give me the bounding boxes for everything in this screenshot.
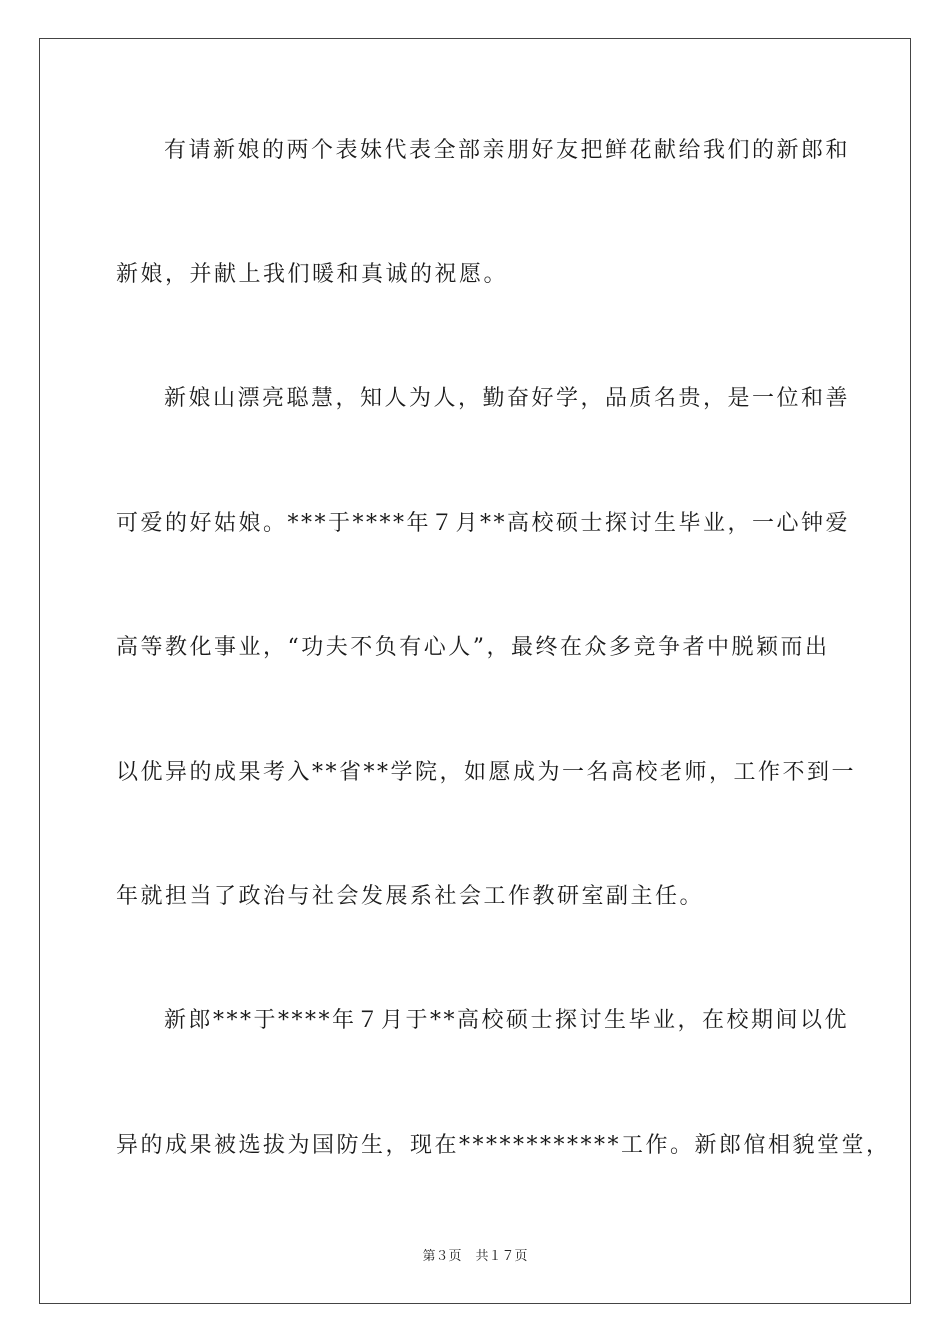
page-border (39, 38, 911, 1304)
paragraph-line: 高等教化事业，“功夫不负有心人”，最终在众多竞争者中脱颖而出 (116, 635, 830, 660)
page-number: 第３页 (422, 1249, 462, 1264)
paragraph-line: 以优异的成果考入**省**学院，如愿成为一名高校老师，工作不到一 (116, 760, 857, 785)
paragraph-line: 新郎***于****年７月于**高校硕士探讨生毕业，在校期间以优 (164, 1008, 850, 1033)
paragraph-line: 新娘山漂亮聪慧，知人为人，勤奋好学，品质名贵，是一位和善 (164, 386, 851, 411)
page-footer (0, 1248, 950, 1266)
paragraph-line: 年就担当了政治与社会发展系社会工作教研室副主任。 (116, 884, 705, 909)
paragraph-line: 可爱的好姑娘。***于****年７月**高校硕士探讨生毕业，一心钟爱 (116, 511, 851, 536)
paragraph-line: 新娘，并献上我们暖和真诚的祝愿。 (116, 262, 509, 287)
paragraph-line: 异的成果被选拔为国防生，现在************工作。新郎倌相貌堂堂， (116, 1133, 891, 1158)
total-pages: 共１７页 (475, 1249, 528, 1264)
paragraph-line: 有请新娘的两个表妹代表全部亲朋好友把鲜花献给我们的新郎和 (164, 138, 851, 163)
